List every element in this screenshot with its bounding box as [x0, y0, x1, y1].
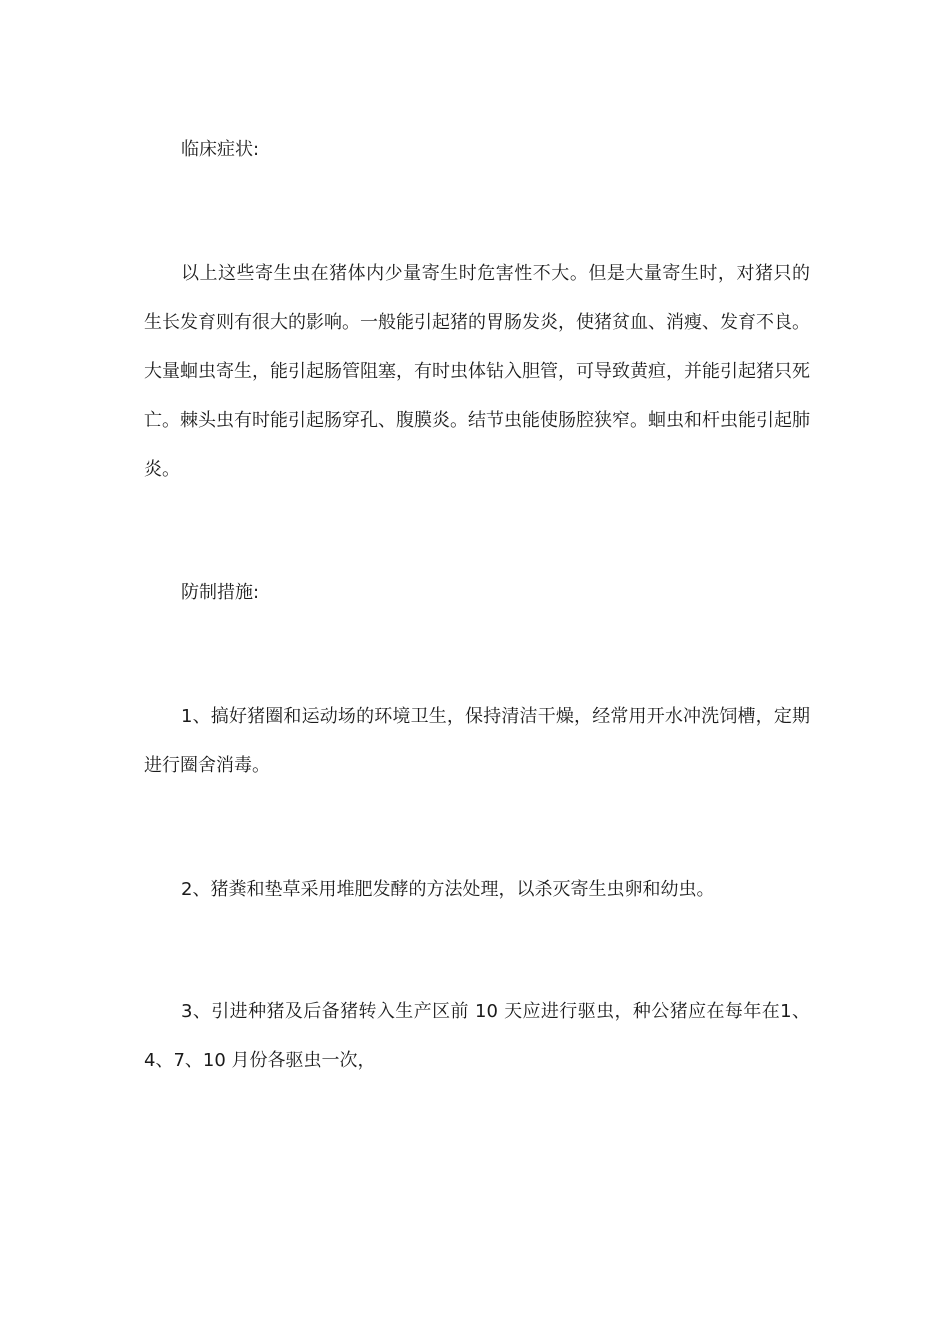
prevention-item-1: 1、搞好猪圈和运动场的环境卫生，保持清洁干燥，经常用开水冲洗饲槽，定期进行圈舍消毒。	[144, 706, 810, 776]
heading-clinical-symptoms: 临床症状:	[181, 139, 260, 160]
prevention-item-3: 3、引进种猪及后备猪转入生产区前 10 天应进行驱虫，种公猪应在每年在1、4、7、10 月份各驱虫一次，	[144, 1001, 810, 1071]
prevention-item-2: 2、猪粪和垫草采用堆肥发酵的方法处理，以杀灭寄生虫卵和幼虫。	[181, 879, 715, 900]
paragraph-symptoms: 以上这些寄生虫在猪体内少量寄生时危害性不大。但是大量寄生时，对猪只的生长发育则有很大的影响。一般能引起猪的胃肠发炎，使猪贫血、消瘦、发育不良。大量蛔虫寄生，能引起肠管阻塞，有时虫体钻入胆管，可导致黄疸，并能引起猪只死亡。棘头虫有时能引起肠穿孔、腹膜炎。结节虫能使肠腔狭窄。蛔虫和杆虫能引起肺炎。	[144, 263, 810, 480]
heading-prevention-measures: 防制措施:	[181, 582, 260, 603]
